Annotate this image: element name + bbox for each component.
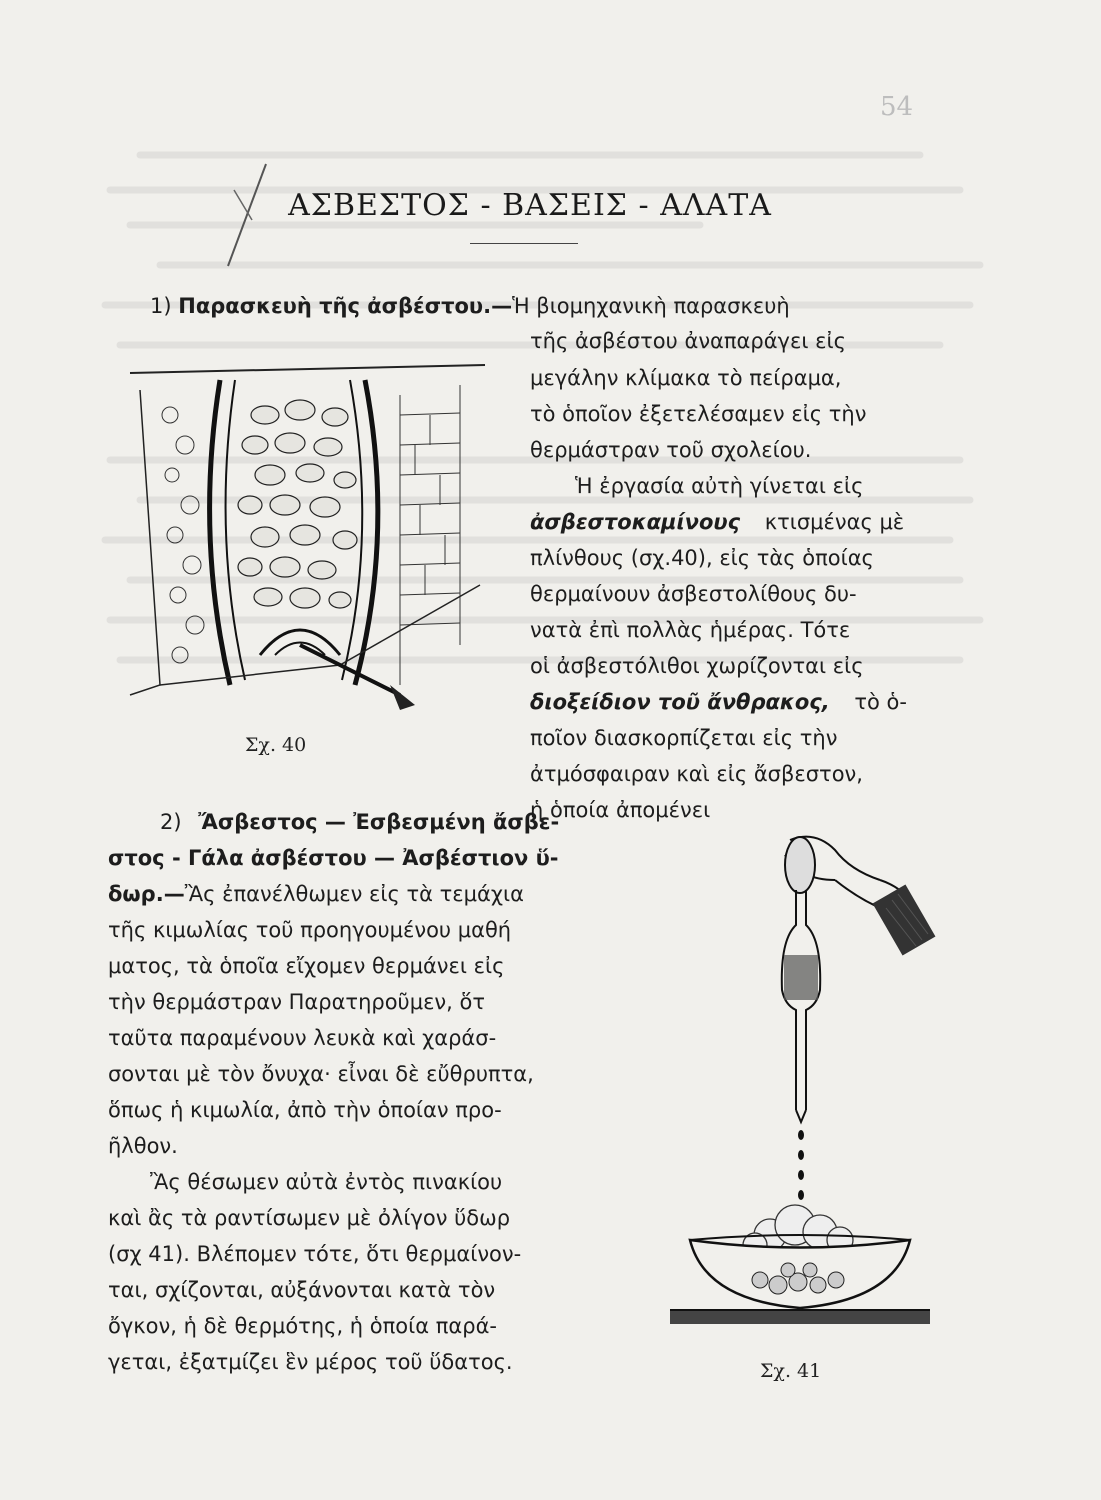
section-1-number: 1) <box>150 294 172 318</box>
section-1-line: ποῖον διασκορπίζεται εἰς τὴν <box>530 726 838 750</box>
section-1-line: οἱ ἀσβεστόλιθοι χωρίζονται εἰς <box>530 654 864 678</box>
section-2-line: καὶ ἂς τὰ ραντίσωμεν μὲ ὀλίγον ὕδωρ <box>108 1206 511 1230</box>
section-2-line: Ἂς θέσωμεν αὐτὰ ἐντὸς πινακίου <box>150 1170 503 1194</box>
section-2-line: ὄγκον, ἡ δὲ θερμότης, ἡ ὁποία παρά- <box>108 1314 497 1338</box>
figure-41-slaking-lime <box>660 830 960 1340</box>
section-2-line: ὅπως ἡ κιμωλία, ἀπὸ τὴν ὁποίαν προ- <box>108 1098 502 1122</box>
section-2-heading-line <box>160 808 559 837</box>
section-1-line: μεγάλην κλίμακα τὸ πείραμα, <box>530 366 842 390</box>
section-2-line: ταῦτα παραμένουν λευκὰ καὶ χαράσ- <box>108 1026 497 1050</box>
section-2-heading: στος - Γάλα ἀσβέστου — Ἀσβέστιον ὕ- <box>108 846 559 870</box>
section-2-line: σονται μὲ τὸν ὄνυχα· εἶναι δὲ εὔθρυπτα, <box>108 1062 534 1086</box>
section-1-line: Ἡ ἐργασία αὐτὴ γίνεται εἰς <box>575 474 864 498</box>
section-2-heading-line <box>108 844 559 873</box>
section-1-line-kilns <box>530 508 904 537</box>
section-1-heading-line <box>150 292 790 321</box>
section-2-line: τῆς κιμωλίας τοῦ προηγουμένου μαθή <box>108 918 512 942</box>
section-1-line: κτισμένας μὲ <box>764 510 905 534</box>
section-2-heading: Ἄσβεστος — Ἐσβεσμένη ἄσβε- <box>198 810 560 834</box>
section-1-line-co2 <box>530 688 907 717</box>
section-1-line: θερμαίνουν ἀσβεστολίθους δυ- <box>530 582 857 606</box>
section-1-line: νατὰ ἐπὶ πολλὰς ἡμέρας. Τότε <box>530 618 851 642</box>
section-1-line: Ἡ βιομηχανικὴ παρασκευὴ <box>512 294 790 318</box>
section-2-heading: δωρ.— <box>108 882 185 906</box>
page-number: 54 <box>880 92 914 122</box>
section-1-heading: Παρασκευὴ τῆς ἀσβέστου.— <box>178 294 513 318</box>
section-1-line: πλίνθους (σχ.40), εἰς τὰς ὁποίας <box>530 546 874 570</box>
section-1-line: ἀτμόσφαιραν καὶ εἰς ἄσβεστον, <box>530 762 863 786</box>
section-1-line: τῆς ἀσβέστου ἀναπαράγει εἰς <box>530 329 846 353</box>
section-2-line: (σχ 41). Βλέπομεν τότε, ὅτι θερμαίνον- <box>108 1242 522 1266</box>
section-1-line: τὸ ὁ- <box>854 690 907 714</box>
section-1-line: ἡ ὁποία ἀπομένει <box>530 798 711 822</box>
figure-41-caption: Σχ. 41 <box>760 1360 822 1382</box>
section-2-heading-line <box>108 880 524 909</box>
section-2-line: ματος, τὰ ὁποῖα εἴχομεν θερμάνει εἰς <box>108 954 505 978</box>
title-divider <box>470 243 578 244</box>
figure-40-lime-kiln <box>100 355 500 715</box>
section-2-line: γεται, ἐξατμίζει ἓν μέρος τοῦ ὕδατος. <box>108 1350 513 1374</box>
section-2-line: ῆλθον. <box>108 1134 178 1158</box>
section-1-line: θερμάστραν τοῦ σχολείου. <box>530 438 812 462</box>
section-2-line: τὴν θερμάστραν Παρατηροῦμεν, ὅτ <box>108 990 485 1014</box>
term-carbon-dioxide: διοξείδιον τοῦ ἄνθρακος, <box>530 690 830 714</box>
figure-40-caption: Σχ. 40 <box>245 734 307 756</box>
page-title: ΑΣΒΕΣΤΟΣ - ΒΑΣΕΙΣ - ΑΛΑΤΑ <box>288 188 772 223</box>
section-2-number: 2) <box>160 810 182 834</box>
section-2-line: Ἂς ἐπανέλθωμεν εἰς τὰ τεμάχια <box>184 882 524 906</box>
term-lime-kilns: ἀσβεστοκαμίνους <box>530 510 741 534</box>
section-1-line: τὸ ὁποῖον ἐξετελέσαμεν εἰς τὴν <box>530 402 867 426</box>
section-2-line: ται, σχίζονται, αὐξάνονται κατὰ τὸν <box>108 1278 496 1302</box>
